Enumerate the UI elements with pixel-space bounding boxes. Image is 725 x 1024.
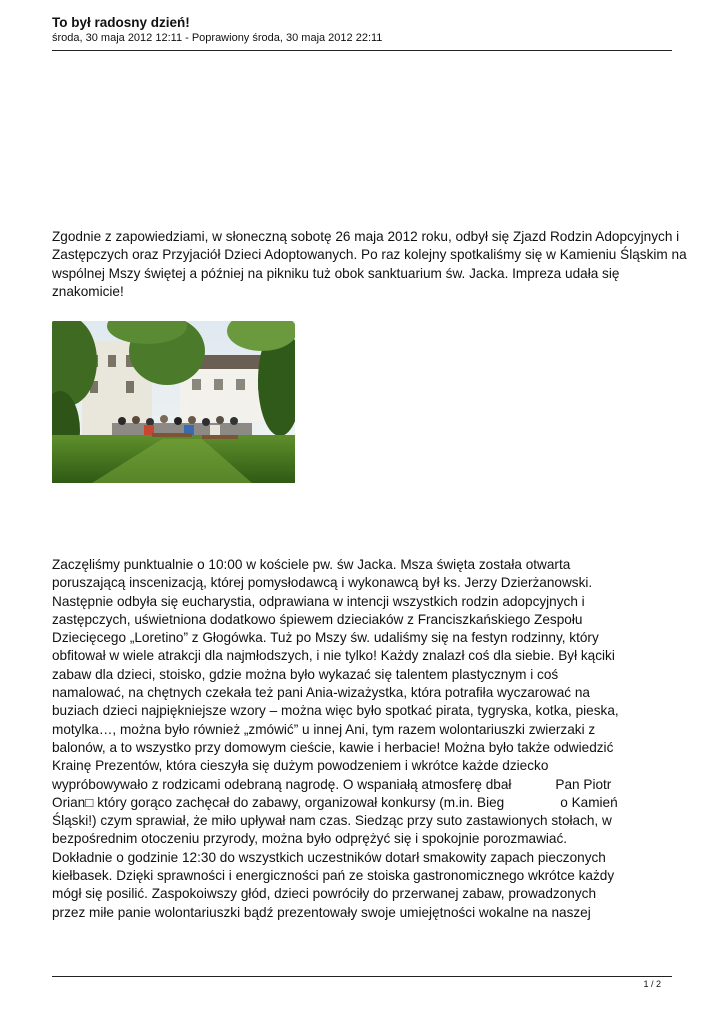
body-line: namalować, na chętnych czekała też pani Ania-wizażystka, która potrafiła wyczarować na <box>52 685 590 701</box>
article-body <box>52 556 692 922</box>
body-line: mógł się posilić. Zaspokoiwszy głód, dzieci powróciły do przerwanej zabaw, prowadzonych <box>52 886 597 902</box>
article-header <box>52 14 672 45</box>
body-line: kiełbasek. Dzięki sprawności i energiczności pań ze stoiska gastronomicznego wkrótce każdy <box>52 868 615 884</box>
article-title: To był radosny dzień! <box>52 15 190 30</box>
body-line: zastępczych, uświetniona dodatkowo śpiewem dzieciaków z Franciszkańskiego Zespołu <box>52 611 583 627</box>
body-line: Śląski!) czym sprawiał, że miło upływał nam czas. Siedząc przy suto zastawionych stołach, w <box>52 813 612 829</box>
body-line: Dokładnie o godzinie 12:30 do wszystkich uczestników dotarł smakowity zapach pieczonych <box>52 849 606 865</box>
body-line: bezpośrednim otoczeniu przyrody, można było odprężyć się i spokojnie porozmawiać. <box>52 831 568 847</box>
event-photo <box>52 321 295 483</box>
article-intro: Zgodnie z zapowiedziami, w słoneczną sobotę 26 maja 2012 roku, odbył się Zjazd Rodzin Adopcyjnych i Zastępczych oraz Przyjaciół Dzieci Adoptowanych. Po raz kolejny spotkaliśmy się w Kamieniu Śląskim na wspólnej Mszy świętej a później na pikniku tuż obok sanktuarium św. Jacka. Impreza udała się znakomicie! <box>52 229 687 299</box>
body-line: Zaczęliśmy punktualnie o 10:00 w kościele pw. św Jacka. Msza święta została otwarta <box>52 557 571 572</box>
body-line: buziach dzieci najpiękniejsze wzory – można więc było spotkać pirata, tygryska, kotka, pieska, <box>52 703 619 719</box>
footer-divider <box>52 976 672 977</box>
body-line: motylka…, można było również „zmówić” u innej Ani, tym razem wolontariuszki zwierzaki z <box>52 721 596 737</box>
body-line: Krainę Prezentów, która cieszyła się dużym powodzeniem i wkrótce każde dziecko <box>52 758 549 774</box>
article-meta: środa, 30 maja 2012 12:11 - Poprawiony środa, 30 maja 2012 22:11 <box>52 32 383 44</box>
body-line-tail: Pan Piotr <box>555 776 612 792</box>
page-number: 1 / 2 <box>643 979 661 989</box>
body-line: poruszającą inscenizacją, której pomysłodawcą i wykonawcą był ks. Jerzy Dzierżanowski. <box>52 575 593 591</box>
body-line-split <box>52 794 692 812</box>
body-line: obfitował w wiele atrakcji dla najmłodszych, i nie tylko! Każdy znalazł coś dla siebie. Był kąciki <box>52 648 615 664</box>
body-line-split <box>52 776 692 794</box>
body-line: przez miłe panie wolontariuszki bądź prezentowały swoje umiejętności wokalne na naszej <box>52 904 591 920</box>
body-line-tail: o Kamień <box>560 794 618 810</box>
header-divider <box>52 50 672 51</box>
body-line: zabaw dla dzieci, stoisko, gdzie można było wykazać się talentem plastycznym i coś <box>52 666 559 682</box>
body-line: balonów, a to wszystko przy domowym cieście, kawie i herbacie! Można było także odwiedzić <box>52 739 614 755</box>
body-line-text: Orian□ który gorąco zachęcał do zabawy, organizował konkursy (m.in. Bieg <box>52 794 505 810</box>
body-line: Dziecięcego „Loretino” z Głogówka. Tuż po Mszy św. udaliśmy się na festyn rodzinny, który <box>52 630 599 646</box>
body-line-text: wypróbowywało z rodzicami odebraną nagrodę. O wspaniałą atmosferę dbał <box>52 776 512 792</box>
body-line: Następnie odbyła się eucharystia, odprawiana w intencji wszystkich rodzin adopcyjnych i <box>52 593 585 609</box>
